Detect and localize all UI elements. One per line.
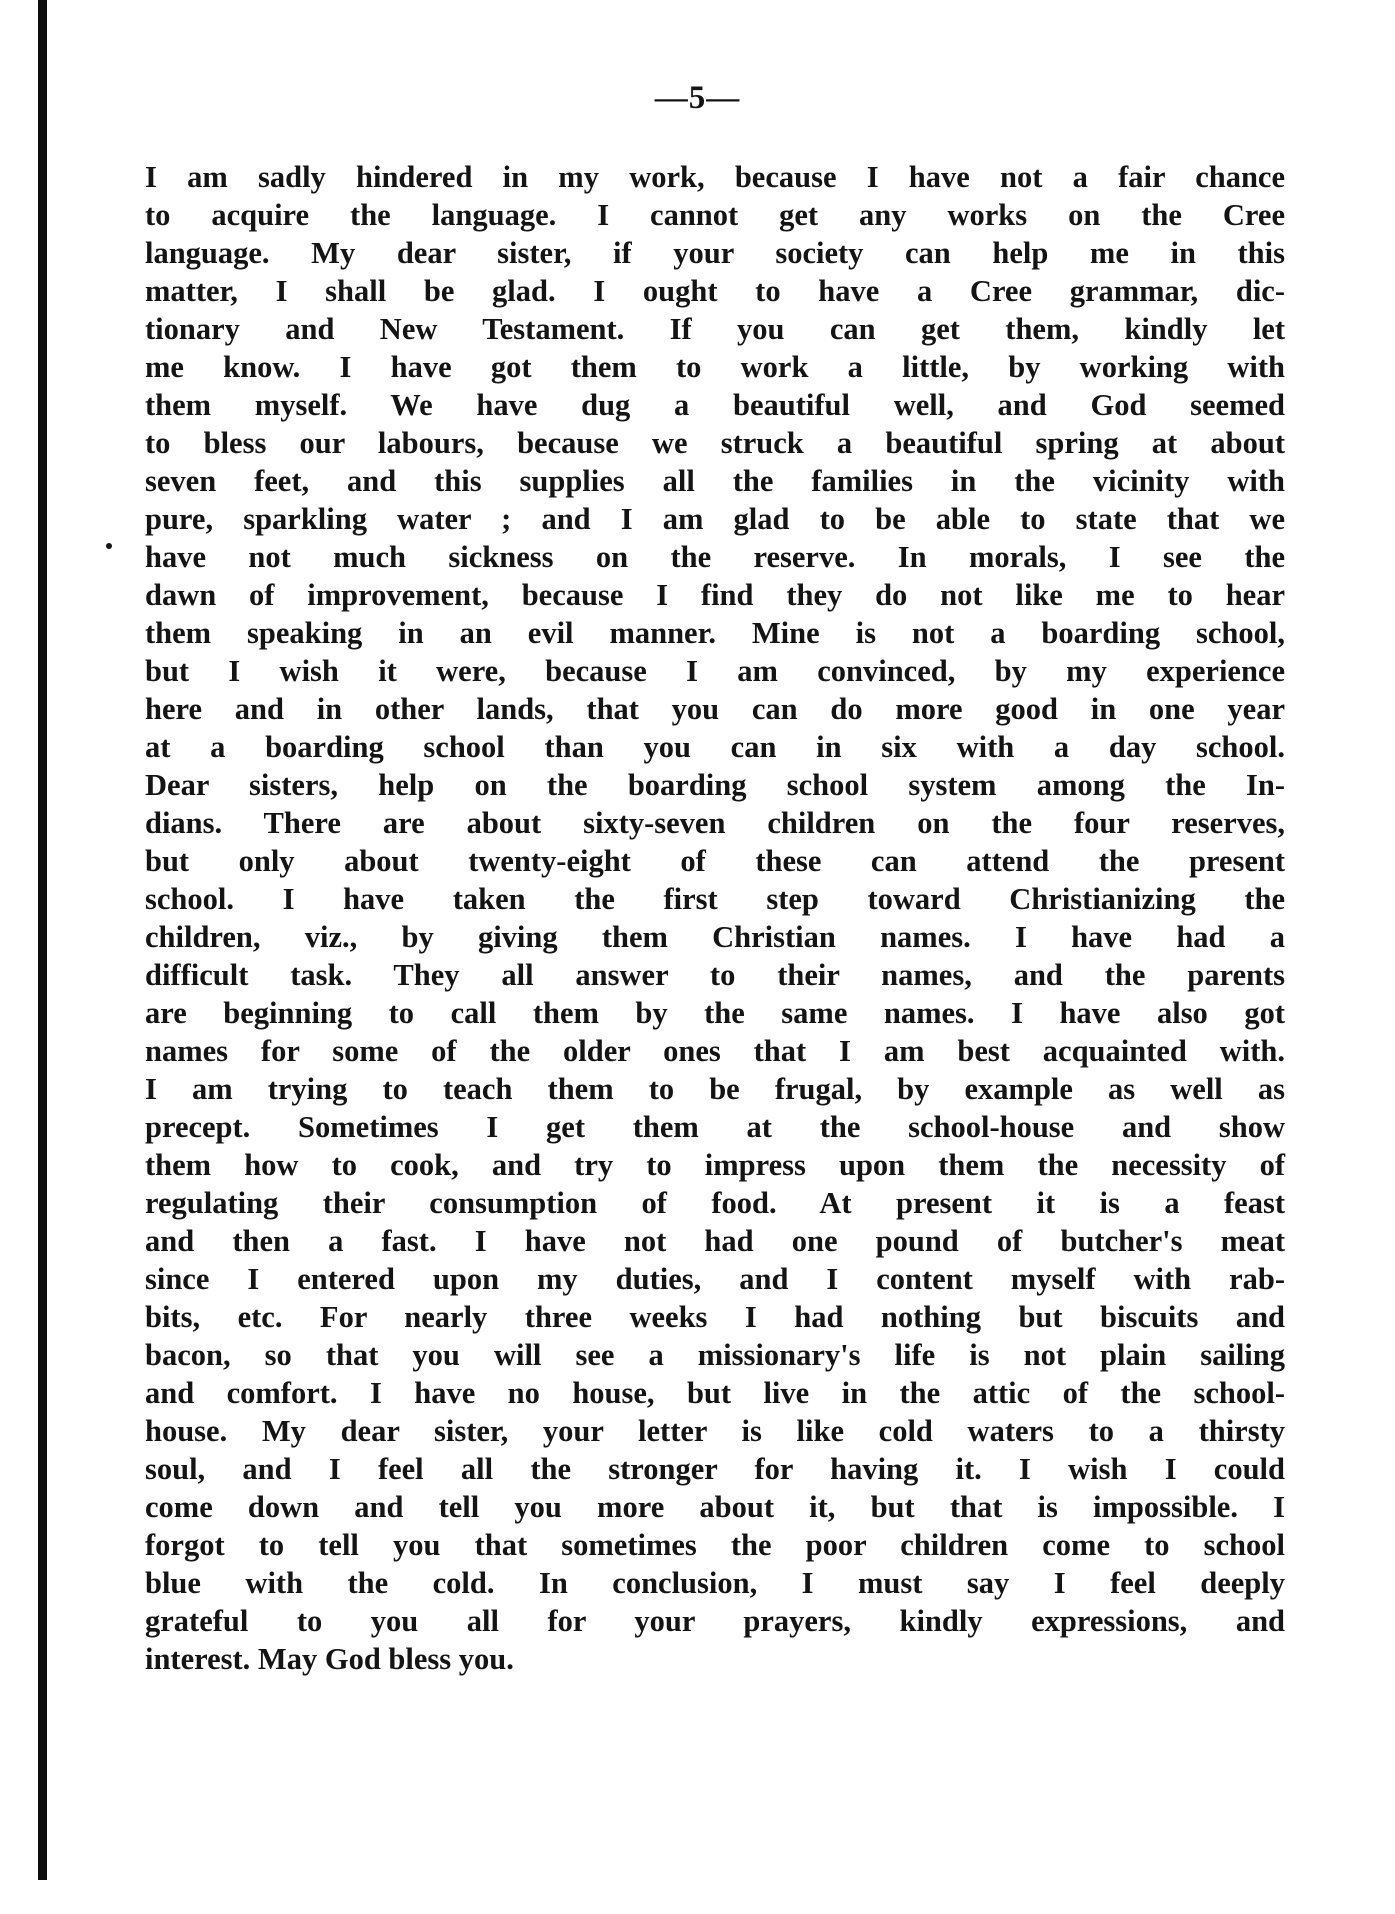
text-line: come down and tell you more about it, but that is impossible. I [145, 1490, 1285, 1524]
text-line: names for some of the older ones that I am best acquainted with. [145, 1034, 1285, 1068]
text-line: bits, etc. For nearly three weeks I had nothing but biscuits and [145, 1300, 1285, 1334]
text-line: them speaking in an evil manner. Mine is not a boarding school, [145, 616, 1285, 650]
text-line: and comfort. I have no house, but live in the attic of the school- [145, 1376, 1285, 1410]
text-line: have not much sickness on the reserve. In morals, I see the [145, 540, 1285, 574]
text-line: precept. Sometimes I get them at the school-house and show [145, 1110, 1285, 1144]
text-line: them how to cook, and try to impress upon them the necessity of [145, 1148, 1285, 1182]
text-line: I am trying to teach them to be frugal, by example as well as [145, 1072, 1285, 1106]
text-line: blue with the cold. In conclusion, I must say I feel deeply [145, 1566, 1285, 1600]
text-line: school. I have taken the first step toward Christianizing the [145, 882, 1285, 916]
text-line: forgot to tell you that sometimes the poor children come to school [145, 1528, 1285, 1562]
text-line: Dear sisters, help on the boarding school system among the In- [145, 768, 1285, 802]
text-line: since I entered upon my duties, and I content myself with rab- [145, 1262, 1285, 1296]
text-line: and then a fast. I have not had one pound of butcher's meat [145, 1224, 1285, 1258]
page-number: —5— [654, 80, 741, 116]
text-line: bacon, so that you will see a missionary's life is not plain sailing [145, 1338, 1285, 1372]
text-line: dians. There are about sixty-seven children on the four reserves, [145, 806, 1285, 840]
text-line: I am sadly hindered in my work, because I have not a fair chance [145, 160, 1285, 194]
binding-edge [38, 0, 47, 1880]
text-line: soul, and I feel all the stronger for having it. I wish I could [145, 1452, 1285, 1486]
text-line: interest. May God bless you. [145, 1642, 514, 1676]
text-line: grateful to you all for your prayers, kindly expressions, and [145, 1604, 1285, 1638]
text-line: to bless our labours, because we struck a beautiful spring at about [145, 426, 1285, 460]
text-line: house. My dear sister, your letter is like cold waters to a thirsty [145, 1414, 1285, 1448]
letter-body [145, 158, 1285, 1678]
text-line: language. My dear sister, if your society can help me in this [145, 236, 1285, 270]
text-line: are beginning to call them by the same names. I have also got [145, 996, 1285, 1030]
text-line: tionary and New Testament. If you can get them, kindly let [145, 312, 1285, 346]
text-line: but I wish it were, because I am convinced, by my experience [145, 654, 1285, 688]
text-line: me know. I have got them to work a little, by working with [145, 350, 1285, 384]
text-line: at a boarding school than you can in six with a day school. [145, 730, 1285, 764]
text-line: regulating their consumption of food. At present it is a feast [145, 1186, 1285, 1220]
text-line: difficult task. They all answer to their names, and the parents [145, 958, 1285, 992]
text-line: dawn of improvement, because I find they do not like me to hear [145, 578, 1285, 612]
text-line: them myself. We have dug a beautiful well, and God seemed [145, 388, 1285, 422]
text-line: but only about twenty-eight of these can attend the present [145, 844, 1285, 878]
text-line: seven feet, and this supplies all the families in the vicinity with [145, 464, 1285, 498]
text-line: children, viz., by giving them Christian names. I have had a [145, 920, 1285, 954]
text-line: matter, I shall be glad. I ought to have a Cree grammar, dic- [145, 274, 1285, 308]
text-line: here and in other lands, that you can do more good in one year [145, 692, 1285, 726]
stray-ink-mark [106, 543, 112, 549]
text-line: pure, sparkling water ; and I am glad to be able to state that we [145, 502, 1285, 536]
text-line: to acquire the language. I cannot get any works on the Cree [145, 198, 1285, 232]
